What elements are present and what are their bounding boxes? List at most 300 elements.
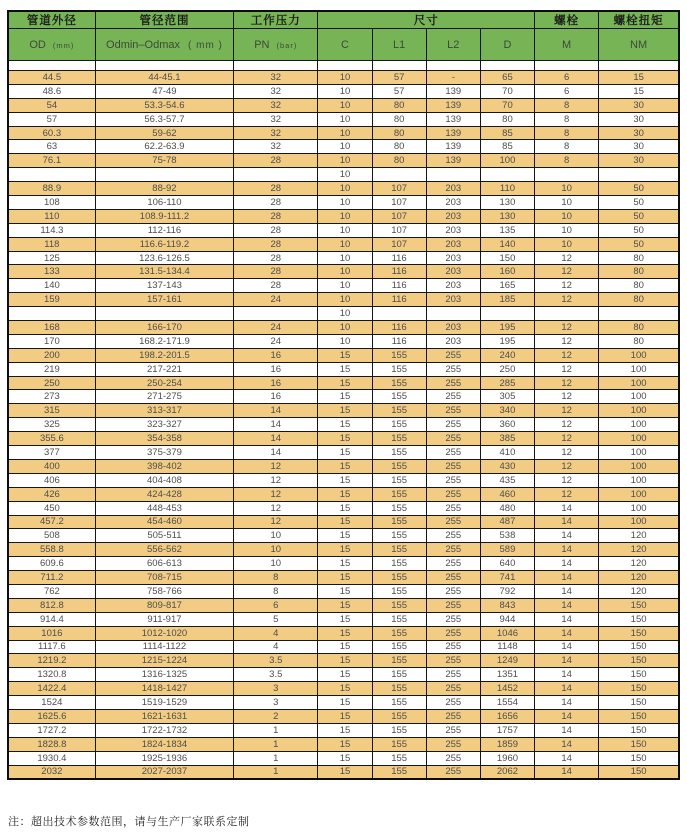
table-cell: 15 bbox=[318, 584, 372, 598]
table-cell: 255 bbox=[426, 682, 480, 696]
table-cell: 1925-1936 bbox=[95, 751, 233, 765]
range-unit: ( mm ) bbox=[188, 39, 223, 51]
table-cell: 100 bbox=[599, 487, 679, 501]
table-cell bbox=[372, 168, 426, 182]
table-cell: 155 bbox=[372, 473, 426, 487]
table-cell: 255 bbox=[426, 487, 480, 501]
table-cell: 2032 bbox=[8, 765, 95, 779]
table-row bbox=[8, 654, 679, 668]
table-cell: 150 bbox=[599, 765, 679, 779]
table-cell: 16 bbox=[234, 376, 318, 390]
table-cell: 944 bbox=[480, 612, 534, 626]
header-dim-l1: L1 bbox=[372, 29, 426, 61]
table-cell: 203 bbox=[426, 251, 480, 265]
table-cell: 10 bbox=[318, 182, 372, 196]
table-cell: 114.3 bbox=[8, 223, 95, 237]
table-row bbox=[8, 501, 679, 515]
table-cell: 116 bbox=[372, 279, 426, 293]
table-row bbox=[8, 390, 679, 404]
table-cell: 255 bbox=[426, 418, 480, 432]
header-bolt-m: M bbox=[535, 29, 599, 61]
table-cell: 14 bbox=[535, 696, 599, 710]
table-row bbox=[8, 348, 679, 362]
table-cell: 110 bbox=[8, 209, 95, 223]
table-cell: 762 bbox=[8, 584, 95, 598]
table-cell: 155 bbox=[372, 598, 426, 612]
table-cell: 155 bbox=[372, 418, 426, 432]
table-cell: 14 bbox=[535, 529, 599, 543]
table-cell: 15 bbox=[318, 501, 372, 515]
table-cell: 360 bbox=[480, 418, 534, 432]
table-cell: 1 bbox=[234, 765, 318, 779]
od-unit: (mm) bbox=[52, 40, 75, 50]
table-cell: 14 bbox=[535, 571, 599, 585]
table-cell: 10 bbox=[318, 237, 372, 251]
table-row bbox=[8, 265, 679, 279]
table-cell: 120 bbox=[599, 543, 679, 557]
table-cell: 155 bbox=[372, 737, 426, 751]
table-cell: 14 bbox=[234, 446, 318, 460]
table-cell: 203 bbox=[426, 196, 480, 210]
table-row bbox=[8, 584, 679, 598]
table-cell: 12 bbox=[535, 279, 599, 293]
table-cell: 155 bbox=[372, 640, 426, 654]
table-cell: 10 bbox=[318, 251, 372, 265]
table-cell: 15 bbox=[318, 529, 372, 543]
table-cell: 255 bbox=[426, 612, 480, 626]
table-row bbox=[8, 418, 679, 432]
table-cell: 285 bbox=[480, 376, 534, 390]
table-row bbox=[8, 696, 679, 710]
header-odmin-odmax bbox=[95, 29, 233, 61]
table-cell: 100 bbox=[599, 390, 679, 404]
table-cell: 450 bbox=[8, 501, 95, 515]
table-cell: 10 bbox=[318, 209, 372, 223]
table-cell: 12 bbox=[234, 487, 318, 501]
table-cell: 15 bbox=[318, 598, 372, 612]
table-cell: 404-408 bbox=[95, 473, 233, 487]
table-cell: 15 bbox=[318, 682, 372, 696]
table-row bbox=[8, 98, 679, 112]
table-cell: 10 bbox=[318, 84, 372, 98]
table-cell: 8 bbox=[535, 154, 599, 168]
table-cell: 32 bbox=[234, 98, 318, 112]
table-cell: 255 bbox=[426, 584, 480, 598]
table-cell: 424-428 bbox=[95, 487, 233, 501]
table-row bbox=[8, 334, 679, 348]
table-cell: 32 bbox=[234, 71, 318, 85]
table-cell bbox=[8, 168, 95, 182]
table-cell: 457.2 bbox=[8, 515, 95, 529]
table-cell: 107 bbox=[372, 223, 426, 237]
table-cell: 28 bbox=[234, 182, 318, 196]
table-cell: 80 bbox=[599, 265, 679, 279]
table-cell: 255 bbox=[426, 390, 480, 404]
table-cell: 14 bbox=[535, 709, 599, 723]
table-cell: 1960 bbox=[480, 751, 534, 765]
table-cell: 1012-1020 bbox=[95, 626, 233, 640]
table-cell: 1930.4 bbox=[8, 751, 95, 765]
table-cell: 155 bbox=[372, 459, 426, 473]
table-cell: 15 bbox=[318, 765, 372, 779]
table-cell: 12 bbox=[234, 459, 318, 473]
table-cell: 155 bbox=[372, 682, 426, 696]
table-cell: 1621-1631 bbox=[95, 709, 233, 723]
table-cell: 116 bbox=[372, 251, 426, 265]
table-cell bbox=[8, 307, 95, 321]
table-cell: 15 bbox=[318, 709, 372, 723]
table-cell: 110 bbox=[480, 182, 534, 196]
table-cell: 1625.6 bbox=[8, 709, 95, 723]
table-cell: 914.4 bbox=[8, 612, 95, 626]
table-row bbox=[8, 168, 679, 182]
pn-unit: (bar) bbox=[276, 40, 298, 50]
table-row bbox=[8, 737, 679, 751]
table-cell: 255 bbox=[426, 640, 480, 654]
table-cell: 14 bbox=[234, 418, 318, 432]
table-cell: 1452 bbox=[480, 682, 534, 696]
table-cell: 2 bbox=[234, 709, 318, 723]
table-cell: 30 bbox=[599, 140, 679, 154]
table-cell: 15 bbox=[318, 487, 372, 501]
table-row bbox=[8, 668, 679, 682]
table-cell: 198.2-201.5 bbox=[95, 348, 233, 362]
table-cell: 3 bbox=[234, 696, 318, 710]
table-row bbox=[8, 557, 679, 571]
table-cell: 203 bbox=[426, 279, 480, 293]
table-cell: 107 bbox=[372, 209, 426, 223]
table-cell: 12 bbox=[535, 418, 599, 432]
table-cell: - bbox=[426, 71, 480, 85]
table-cell: 10 bbox=[318, 71, 372, 85]
table-cell: 50 bbox=[599, 237, 679, 251]
table-cell: 14 bbox=[535, 515, 599, 529]
table-cell: 505-511 bbox=[95, 529, 233, 543]
table-cell: 133 bbox=[8, 265, 95, 279]
table-cell: 1114-1122 bbox=[95, 640, 233, 654]
table-cell: 10 bbox=[535, 209, 599, 223]
table-cell: 14 bbox=[535, 557, 599, 571]
table-row bbox=[8, 404, 679, 418]
table-cell: 1 bbox=[234, 723, 318, 737]
table-cell: 12 bbox=[535, 390, 599, 404]
table-cell: 139 bbox=[426, 140, 480, 154]
table-cell: 1351 bbox=[480, 668, 534, 682]
table-cell: 125 bbox=[8, 251, 95, 265]
pn-label: PN bbox=[254, 38, 270, 51]
table-cell: 711.2 bbox=[8, 571, 95, 585]
table-cell: 10 bbox=[318, 279, 372, 293]
table-cell: 131.5-134.4 bbox=[95, 265, 233, 279]
table-cell: 53.3-54.6 bbox=[95, 98, 233, 112]
table-cell: 255 bbox=[426, 473, 480, 487]
table-cell: 14 bbox=[535, 543, 599, 557]
table-cell: 315 bbox=[8, 404, 95, 418]
table-cell: 44.5 bbox=[8, 71, 95, 85]
table-cell: 155 bbox=[372, 571, 426, 585]
table-cell: 32 bbox=[234, 140, 318, 154]
table-cell: 50 bbox=[599, 182, 679, 196]
table-cell: 203 bbox=[426, 182, 480, 196]
table-cell: 65 bbox=[480, 71, 534, 85]
table-cell: 56.3-57.7 bbox=[95, 112, 233, 126]
table-cell: 15 bbox=[318, 737, 372, 751]
table-body bbox=[8, 61, 679, 780]
table-cell: 76.1 bbox=[8, 154, 95, 168]
table-row bbox=[8, 751, 679, 765]
table-cell: 10 bbox=[318, 223, 372, 237]
table-cell bbox=[480, 307, 534, 321]
table-cell: 16 bbox=[234, 348, 318, 362]
table-cell: 100 bbox=[599, 459, 679, 473]
table-row bbox=[8, 362, 679, 376]
table-cell: 843 bbox=[480, 598, 534, 612]
table-cell: 325 bbox=[8, 418, 95, 432]
table-cell: 30 bbox=[599, 126, 679, 140]
table-cell: 217-221 bbox=[95, 362, 233, 376]
table-cell: 4 bbox=[234, 640, 318, 654]
table-cell: 150 bbox=[480, 251, 534, 265]
table-cell: 4 bbox=[234, 626, 318, 640]
table-cell: 14 bbox=[535, 640, 599, 654]
table-cell: 12 bbox=[535, 473, 599, 487]
table-cell: 255 bbox=[426, 751, 480, 765]
table-cell: 8 bbox=[535, 140, 599, 154]
table-cell: 168.2-171.9 bbox=[95, 334, 233, 348]
table-cell: 1554 bbox=[480, 696, 534, 710]
table-cell: 8 bbox=[535, 112, 599, 126]
table-cell: 255 bbox=[426, 723, 480, 737]
table-cell: 385 bbox=[480, 432, 534, 446]
table-cell: 480 bbox=[480, 501, 534, 515]
table-cell: 155 bbox=[372, 501, 426, 515]
table-cell bbox=[480, 61, 534, 71]
table-cell: 377 bbox=[8, 446, 95, 460]
table-cell: 195 bbox=[480, 321, 534, 335]
table-cell bbox=[318, 61, 372, 71]
table-cell: 135 bbox=[480, 223, 534, 237]
od-label: OD bbox=[29, 38, 46, 51]
table-cell: 155 bbox=[372, 543, 426, 557]
table-cell: 28 bbox=[234, 196, 318, 210]
table-cell: 640 bbox=[480, 557, 534, 571]
table-cell: 14 bbox=[535, 668, 599, 682]
table-cell: 1722-1732 bbox=[95, 723, 233, 737]
table-cell: 255 bbox=[426, 376, 480, 390]
table-cell: 6 bbox=[535, 84, 599, 98]
table-cell: 708-715 bbox=[95, 571, 233, 585]
table-row bbox=[8, 473, 679, 487]
table-cell: 15 bbox=[318, 418, 372, 432]
table-row bbox=[8, 432, 679, 446]
table-cell: 28 bbox=[234, 251, 318, 265]
table-cell: 30 bbox=[599, 112, 679, 126]
table-cell: 15 bbox=[318, 404, 372, 418]
table-cell: 255 bbox=[426, 446, 480, 460]
table-cell: 155 bbox=[372, 723, 426, 737]
table-cell: 255 bbox=[426, 571, 480, 585]
table-cell: 139 bbox=[426, 126, 480, 140]
table-cell: 139 bbox=[426, 84, 480, 98]
table-cell: 150 bbox=[599, 682, 679, 696]
table-cell: 809-817 bbox=[95, 598, 233, 612]
table-cell bbox=[535, 168, 599, 182]
table-cell: 10 bbox=[535, 223, 599, 237]
table-cell: 100 bbox=[599, 348, 679, 362]
header-bolt: 螺栓 bbox=[535, 11, 599, 29]
table-cell: 1016 bbox=[8, 626, 95, 640]
table-cell: 155 bbox=[372, 696, 426, 710]
table-cell: 8 bbox=[234, 584, 318, 598]
table-cell: 100 bbox=[599, 501, 679, 515]
header-bolt-torque: 螺栓扭矩 bbox=[599, 11, 679, 29]
table-cell: 398-402 bbox=[95, 459, 233, 473]
table-cell: 255 bbox=[426, 529, 480, 543]
table-cell: 1117.6 bbox=[8, 640, 95, 654]
table-cell bbox=[372, 61, 426, 71]
table-cell: 255 bbox=[426, 709, 480, 723]
table-cell: 203 bbox=[426, 237, 480, 251]
table-cell: 12 bbox=[535, 362, 599, 376]
table-cell: 15 bbox=[318, 515, 372, 529]
table-cell bbox=[234, 61, 318, 71]
table-cell: 15 bbox=[318, 557, 372, 571]
table-cell: 609.6 bbox=[8, 557, 95, 571]
table-cell: 487 bbox=[480, 515, 534, 529]
table-cell: 44-45.1 bbox=[95, 71, 233, 85]
table-cell: 80 bbox=[372, 154, 426, 168]
table-cell: 1757 bbox=[480, 723, 534, 737]
table-cell: 150 bbox=[599, 654, 679, 668]
table-cell: 3.5 bbox=[234, 654, 318, 668]
table-cell: 448-453 bbox=[95, 501, 233, 515]
table-cell: 3 bbox=[234, 682, 318, 696]
table-cell: 255 bbox=[426, 626, 480, 640]
table-cell: 14 bbox=[234, 404, 318, 418]
table-cell: 24 bbox=[234, 293, 318, 307]
table-cell: 155 bbox=[372, 765, 426, 779]
table-row bbox=[8, 612, 679, 626]
table-cell: 120 bbox=[599, 584, 679, 598]
table-cell: 8 bbox=[535, 98, 599, 112]
table-cell: 606-613 bbox=[95, 557, 233, 571]
table-cell bbox=[372, 307, 426, 321]
table-cell: 2062 bbox=[480, 765, 534, 779]
table-row bbox=[8, 154, 679, 168]
table-cell: 88.9 bbox=[8, 182, 95, 196]
table-cell: 57 bbox=[372, 84, 426, 98]
table-cell: 5 bbox=[234, 612, 318, 626]
table-cell: 80 bbox=[599, 279, 679, 293]
table-cell: 155 bbox=[372, 654, 426, 668]
table-cell: 150 bbox=[599, 737, 679, 751]
table-cell: 203 bbox=[426, 209, 480, 223]
table-cell: 100 bbox=[599, 362, 679, 376]
table-row bbox=[8, 61, 679, 71]
table-cell: 354-358 bbox=[95, 432, 233, 446]
table-cell bbox=[426, 307, 480, 321]
table-cell: 100 bbox=[599, 446, 679, 460]
table-cell: 1656 bbox=[480, 709, 534, 723]
header-row-units bbox=[8, 29, 679, 61]
table-cell: 14 bbox=[535, 654, 599, 668]
table-cell: 24 bbox=[234, 334, 318, 348]
table-cell: 12 bbox=[535, 376, 599, 390]
table-cell: 88-92 bbox=[95, 182, 233, 196]
table-row bbox=[8, 626, 679, 640]
table-cell: 10 bbox=[318, 307, 372, 321]
table-cell: 255 bbox=[426, 696, 480, 710]
table-cell: 426 bbox=[8, 487, 95, 501]
table-cell: 10 bbox=[535, 196, 599, 210]
table-cell: 15 bbox=[318, 543, 372, 557]
table-cell: 28 bbox=[234, 265, 318, 279]
table-cell: 435 bbox=[480, 473, 534, 487]
table-cell: 1148 bbox=[480, 640, 534, 654]
table-row bbox=[8, 71, 679, 85]
table-cell: 120 bbox=[599, 571, 679, 585]
table-cell: 12 bbox=[535, 432, 599, 446]
table-cell: 80 bbox=[599, 321, 679, 335]
table-cell: 195 bbox=[480, 334, 534, 348]
table-cell: 255 bbox=[426, 362, 480, 376]
table-cell bbox=[95, 307, 233, 321]
table-row bbox=[8, 459, 679, 473]
table-cell: 48.6 bbox=[8, 84, 95, 98]
table-cell: 100 bbox=[599, 473, 679, 487]
table-cell: 130 bbox=[480, 196, 534, 210]
table-cell: 107 bbox=[372, 237, 426, 251]
table-cell: 80 bbox=[599, 293, 679, 307]
table-row bbox=[8, 723, 679, 737]
table-cell: 123.6-126.5 bbox=[95, 251, 233, 265]
table-cell: 155 bbox=[372, 348, 426, 362]
table-cell: 100 bbox=[599, 376, 679, 390]
table-cell: 911-917 bbox=[95, 612, 233, 626]
table-cell: 255 bbox=[426, 348, 480, 362]
header-dimensions: 尺寸 bbox=[318, 11, 535, 29]
table-cell: 12 bbox=[535, 251, 599, 265]
table-row bbox=[8, 196, 679, 210]
table-cell: 240 bbox=[480, 348, 534, 362]
table-cell: 80 bbox=[599, 251, 679, 265]
table-cell: 1046 bbox=[480, 626, 534, 640]
table-cell: 1320.8 bbox=[8, 668, 95, 682]
table-cell: 12 bbox=[234, 473, 318, 487]
table-cell: 430 bbox=[480, 459, 534, 473]
table-cell: 6 bbox=[535, 71, 599, 85]
table-cell: 558.8 bbox=[8, 543, 95, 557]
table-cell: 454-460 bbox=[95, 515, 233, 529]
table-cell: 1422.4 bbox=[8, 682, 95, 696]
table-cell: 15 bbox=[599, 84, 679, 98]
table-cell: 14 bbox=[234, 432, 318, 446]
table-cell: 155 bbox=[372, 446, 426, 460]
table-cell: 28 bbox=[234, 237, 318, 251]
table-cell: 150 bbox=[599, 598, 679, 612]
table-cell: 28 bbox=[234, 279, 318, 293]
table-cell: 14 bbox=[535, 765, 599, 779]
table-cell: 15 bbox=[318, 348, 372, 362]
table-cell: 155 bbox=[372, 515, 426, 529]
table-cell: 10 bbox=[535, 237, 599, 251]
table-cell: 255 bbox=[426, 432, 480, 446]
table-cell: 140 bbox=[8, 279, 95, 293]
table-cell: 1316-1325 bbox=[95, 668, 233, 682]
table-cell: 107 bbox=[372, 196, 426, 210]
table-row bbox=[8, 84, 679, 98]
table-cell: 10 bbox=[318, 196, 372, 210]
